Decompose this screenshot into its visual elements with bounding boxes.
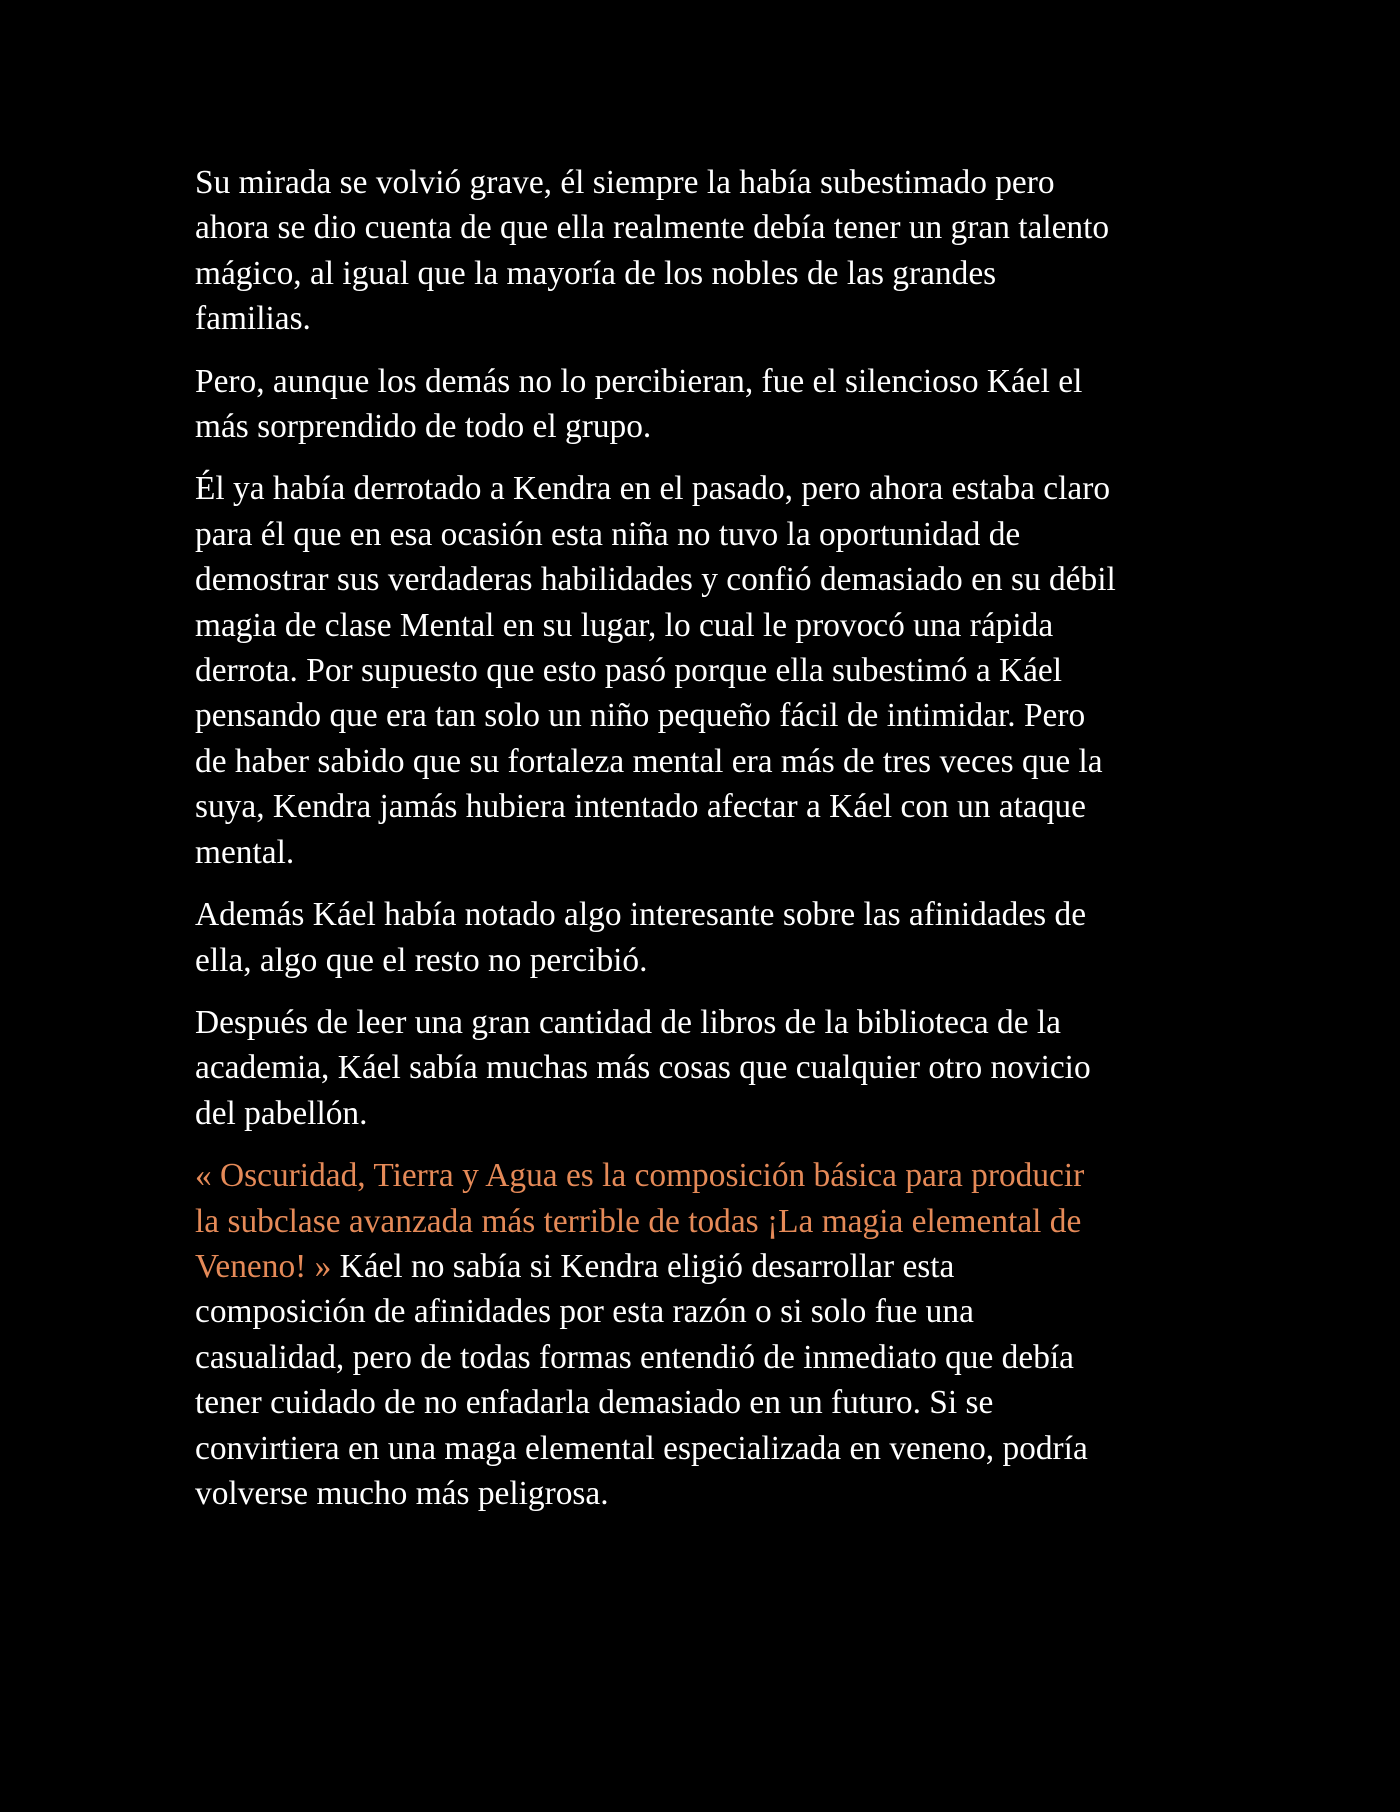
paragraph-5 <box>195 1000 1210 1136</box>
mixed-line <box>195 1244 1210 1289</box>
text-line: magia de clase Mental en su lugar, lo cual le provocó una rápida <box>195 606 1054 644</box>
text-line: más sorprendido de todo el grupo. <box>195 408 652 446</box>
text-line: demostrar sus verdaderas habilidades y confió demasiado en su débil <box>195 561 1116 599</box>
text-line: familias. <box>195 300 311 338</box>
quote-line: la subclase avanzada más terrible de todas ¡La magia elemental de <box>195 1202 1082 1240</box>
quote-continuation: Káel no sabía si Kendra eligió desarrollar esta <box>331 1247 955 1285</box>
text-line: Además Káel había notado algo interesante sobre las afinidades de <box>195 896 1087 934</box>
text-line: mágico, al igual que la mayoría de los nobles de las grandes <box>195 254 997 292</box>
text-line: composición de afinidades por esta razón o si solo fue una <box>195 1293 974 1331</box>
text-column <box>195 160 1210 1533</box>
paragraph-2 <box>195 359 1210 450</box>
paragraph-4 <box>195 892 1210 983</box>
paragraph-1 <box>195 160 1210 342</box>
text-line: pensando que era tan solo un niño pequeño fácil de intimidar. Pero <box>195 697 1086 735</box>
text-line: academia, Káel sabía muchas más cosas que cualquier otro novicio <box>195 1049 1091 1087</box>
text-line: Su mirada se volvió grave, él siempre la había subestimado pero <box>195 164 1055 201</box>
text-line: ella, algo que el resto no percibió. <box>195 941 648 979</box>
text-line: convirtiera en una maga elemental especializada en veneno, podría <box>195 1429 1088 1467</box>
text-line: derrota. Por supuesto que esto pasó porque ella subestimó a Káel <box>195 652 1063 690</box>
text-line: Después de leer una gran cantidad de libros de la biblioteca de la <box>195 1003 1061 1041</box>
text-line: casualidad, pero de todas formas entendió de inmediato que debía <box>195 1338 1074 1376</box>
text-line: para él que en esa ocasión esta niña no tuvo la oportunidad de <box>195 515 1021 553</box>
quote-line: « Oscuridad, Tierra y Agua es la composición básica para producir <box>195 1157 1085 1195</box>
text-line: tener cuidado de no enfadarla demasiado en un futuro. Si se <box>195 1384 994 1422</box>
text-line: de haber sabido que su fortaleza mental era más de tres veces que la <box>195 742 1103 780</box>
text-line: Él ya había derrotado a Kendra en el pasado, pero ahora estaba claro <box>195 470 1111 508</box>
quote-end: Veneno! » <box>195 1247 332 1285</box>
paragraph-6 <box>195 1153 1210 1516</box>
text-line: mental. <box>195 833 295 871</box>
text-line: del pabellón. <box>195 1094 368 1132</box>
text-line: ahora se dio cuenta de que ella realmente debía tener un gran talento <box>195 209 1110 247</box>
text-line: suya, Kendra jamás hubiera intentado afectar a Káel con un ataque <box>195 788 1086 826</box>
text-line: Pero, aunque los demás no lo percibieran, fue el silencioso Káel el <box>195 362 1083 400</box>
paragraph-3 <box>195 466 1210 875</box>
text-line: volverse mucho más peligrosa. <box>195 1474 609 1512</box>
